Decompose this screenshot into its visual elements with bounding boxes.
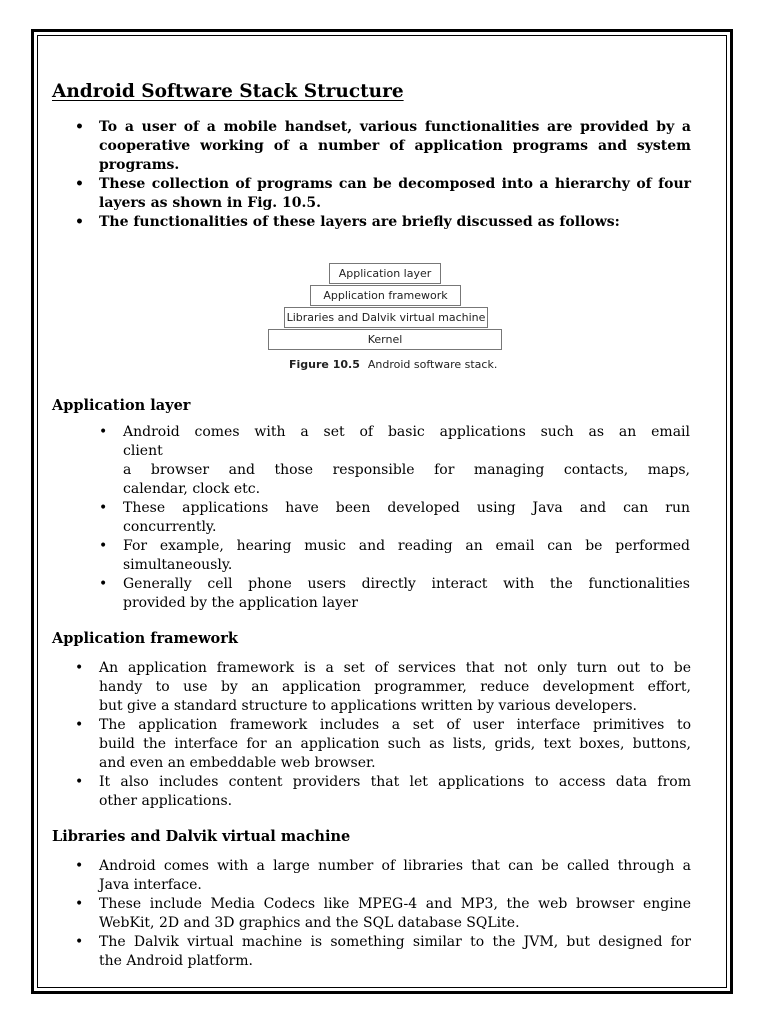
intro-bullet bbox=[99, 213, 691, 232]
text-line: • The application framework includes a set of user interface primitives to bbox=[99, 717, 691, 733]
text-line: • For example, hearing music and reading an email can be performed bbox=[123, 538, 690, 554]
list-item bbox=[99, 716, 691, 773]
text-line: • These include Media Codecs like MPEG-4 and MP3, the web browser engine bbox=[99, 896, 691, 912]
stack-layer-framework: Application framework bbox=[310, 285, 461, 306]
list-item bbox=[99, 933, 691, 971]
text-line: but give a standard structure to applications written by various developers. bbox=[99, 698, 637, 714]
text-line: and even an embeddable web browser. bbox=[99, 755, 376, 771]
list-item bbox=[99, 773, 691, 811]
text-line: provided by the application layer bbox=[123, 595, 358, 611]
intro-bullet bbox=[99, 175, 691, 213]
intro-bullet bbox=[99, 118, 691, 175]
text-line: • These collection of programs can be decomposed into a hierarchy of four bbox=[99, 176, 691, 192]
libraries-dalvik-bullets bbox=[99, 857, 691, 971]
list-item bbox=[123, 575, 690, 613]
list-item bbox=[123, 423, 690, 499]
stack-layer-kernel: Kernel bbox=[268, 329, 502, 350]
text-line: cooperative working of a number of application programs and system bbox=[99, 138, 691, 154]
text-line: handy to use by an application programmer, reduce development effort, bbox=[99, 679, 691, 695]
list-item bbox=[123, 499, 690, 537]
intro-bullet-list bbox=[99, 118, 691, 232]
text-line: calendar, clock etc. bbox=[123, 481, 261, 497]
text-line: • An application framework is a set of services that not only turn out to be bbox=[99, 660, 691, 676]
list-item bbox=[123, 537, 690, 575]
list-item bbox=[99, 895, 691, 933]
text-line: build the interface for an application such as lists, grids, text boxes, buttons, bbox=[99, 736, 691, 752]
text-line: simultaneously. bbox=[123, 557, 233, 573]
page-title: Android Software Stack Structure bbox=[52, 81, 404, 102]
text-line: layers as shown in Fig. 10.5. bbox=[99, 195, 322, 211]
text-line: a browser and those responsible for managing contacts, maps, bbox=[123, 462, 690, 478]
text-line: • Generally cell phone users directly interact with the functionalities bbox=[123, 576, 690, 592]
text-line: client bbox=[123, 443, 163, 459]
text-line: programs. bbox=[99, 157, 180, 173]
text-line: • The Dalvik virtual machine is something similar to the JVM, but designed for bbox=[99, 934, 691, 950]
text-line: Java interface. bbox=[99, 877, 202, 893]
list-item bbox=[99, 857, 691, 895]
text-line: • The functionalities of these layers are briefly discussed as follows: bbox=[99, 214, 620, 230]
text-line: WebKit, 2D and 3D graphics and the SQL database SQLite. bbox=[99, 915, 520, 931]
section-heading-application-framework: Application framework bbox=[52, 630, 238, 647]
figure-caption-text: Android software stack. bbox=[367, 358, 498, 371]
figure-caption bbox=[289, 358, 497, 371]
section-heading-libraries-dalvik: Libraries and Dalvik virtual machine bbox=[52, 828, 351, 845]
text-line: the Android platform. bbox=[99, 953, 253, 969]
section-heading-application-layer: Application layer bbox=[52, 397, 191, 414]
text-line: • To a user of a mobile handset, various functionalities are provided by a bbox=[99, 119, 691, 135]
text-line: • Android comes with a set of basic applications such as an email bbox=[123, 424, 690, 440]
text-line: concurrently. bbox=[123, 519, 217, 535]
text-line: other applications. bbox=[99, 793, 233, 809]
figure-number: Figure 10.5 bbox=[289, 358, 360, 371]
stack-layer-libraries: Libraries and Dalvik virtual machine bbox=[284, 307, 488, 328]
text-line: • It also includes content providers that let applications to access data from bbox=[99, 774, 691, 790]
text-line: • These applications have been developed using Java and can run bbox=[123, 500, 690, 516]
list-item bbox=[99, 659, 691, 716]
application-framework-bullets bbox=[99, 659, 691, 811]
stack-layer-application: Application layer bbox=[329, 263, 441, 284]
text-line: • Android comes with a large number of libraries that can be called through a bbox=[99, 858, 691, 874]
application-layer-bullets bbox=[123, 423, 690, 613]
